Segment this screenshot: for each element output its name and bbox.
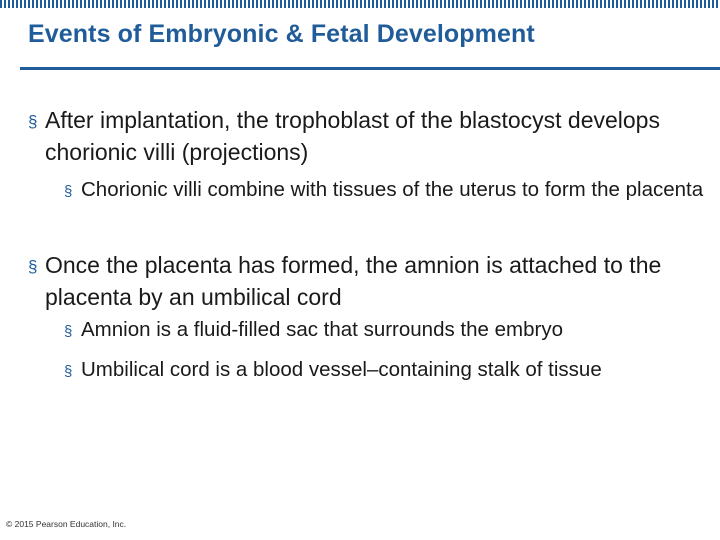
sub-bullet-item-2-1 (64, 315, 704, 345)
slide-title: Events of Embryonic & Fetal Development (28, 20, 535, 48)
bullet-marker: § (28, 257, 38, 276)
sub-bullet-marker: § (64, 183, 73, 200)
bullet-item-1 (28, 104, 698, 168)
sub-bullet-text: Chorionic villi combine with tissues of the uterus to form the placenta (81, 178, 704, 201)
copyright-footer: © 2015 Pearson Education, Inc. (6, 519, 127, 529)
bullet-text: Once the placenta has formed, the amnion is attached to the placenta by an umbilical cord (45, 252, 662, 310)
sub-bullet-marker: § (64, 363, 73, 380)
title-divider (20, 67, 720, 70)
top-decorative-stripes (0, 0, 720, 8)
sub-bullet-text: Amnion is a fluid-filled sac that surrounds the embryo (81, 318, 563, 341)
sub-bullet-text: Umbilical cord is a blood vessel–containing stalk of tissue (81, 358, 602, 381)
sub-bullet-marker: § (64, 323, 73, 340)
sub-bullet-item-2-2 (64, 355, 704, 385)
sub-bullet-item-1-1 (64, 175, 704, 205)
bullet-text: After implantation, the trophoblast of the blastocyst develops chorionic villi (projections) (45, 107, 660, 165)
bullet-marker: § (28, 112, 38, 131)
bullet-item-2 (28, 249, 698, 313)
